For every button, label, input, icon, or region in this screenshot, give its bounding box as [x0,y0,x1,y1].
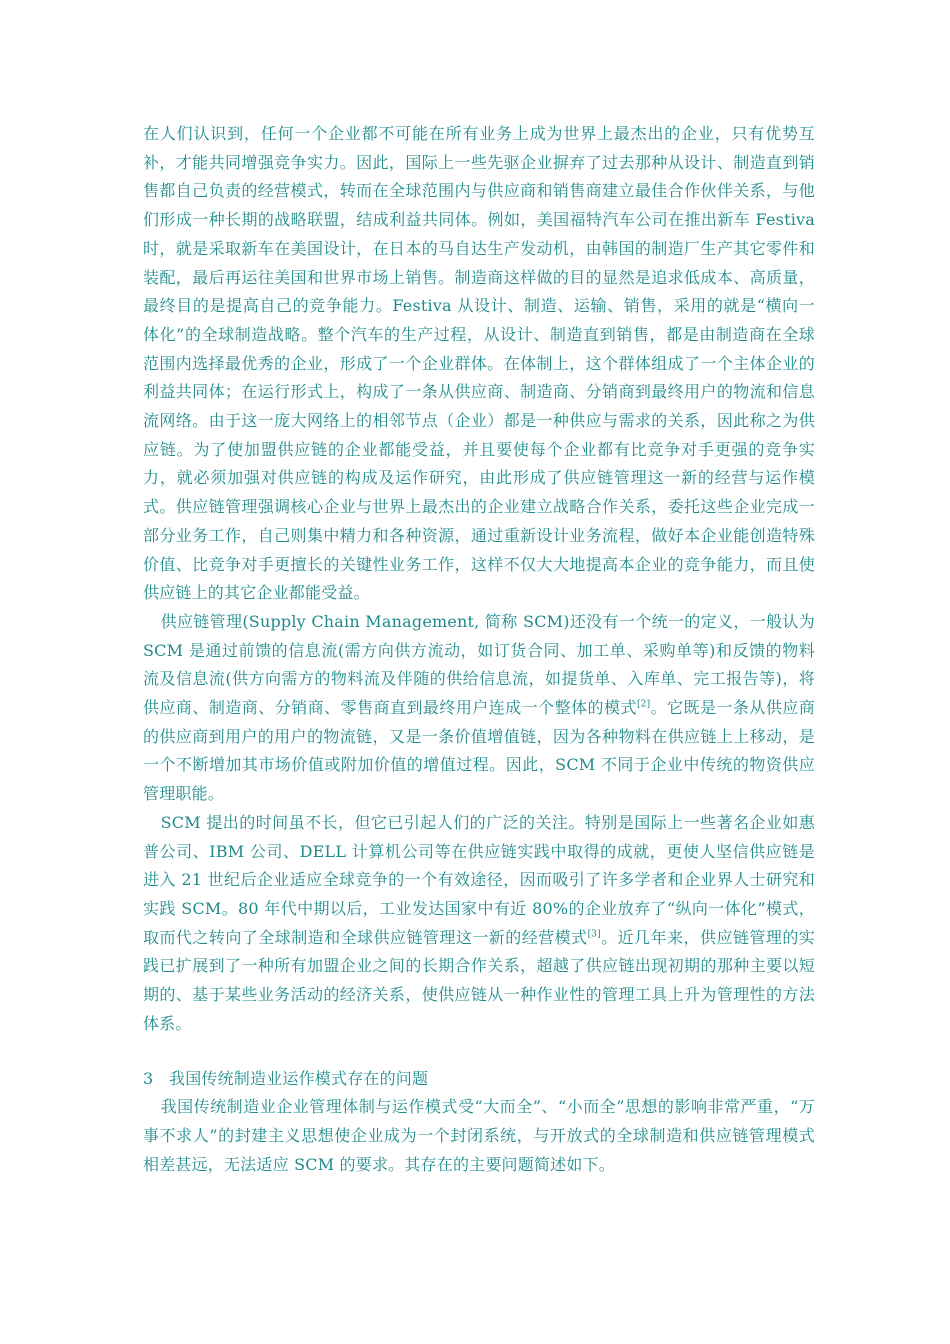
paragraph-text: 。近几年来，供应链管理的实践已扩展到了一种所有加盟企业之间的长期合作关系，超越了供应链出现初期的那种主要以短期的、基于某些业务活动的经济关系，使供应链从一种作业性的管理工具上升为管理性的方法体系。 [143,927,815,1033]
paragraph-3 [143,809,815,1039]
paragraph-text: 在人们认识到，任何一个企业都不可能在所有业务上成为世界上最杰出的企业，只有优势互补，才能共同增强竞争实力。因此，国际上一些先驱企业摒弃了过去那种从设计、制造直到销售都自己负责的经营模式，转而在全球范围内与供应商和销售商建立最佳合作伙伴关系，与他们形成一种长期的战略联盟，结成利益共同体。例如，美国福特汽车公司在推出新车 Festiva 时，就是采取新车在美国设计，在日本的马自达生产发动机，由韩国的制造厂生产其它零件和装配，最后再运往美国和世界市场上销售。制造商这样做的目的显然是追求低成本、高质量，最终目的是提高自己的竞争能力。Festiva 从设计、制造、运输、销售，采用的就是“横向一体化”的全球制造战略。整个汽车的生产过程，从设计、制造直到销售，都是由制造商在全球范围内选择最优秀的企业，形成了一个企业群体。在体制上，这个群体组成了一个主体企业的利益共同体；在运行形式上，构成了一条从供应商、制造商、分销商到最终用户的物流和信息流网络。由于这一庞大网络上的相邻节点（企业）都是一种供应与需求的关系，因此称之为供应链。为了使加盟供应链的企业都能受益，并且要使每个企业都有比竞争对手更强的竞争实力，就必须加强对供应链的构成及运作研究，由此形成了供应链管理这一新的经营与运作模式。供应链管理强调核心企业与世界上最杰出的企业建立战略合作关系，委托这些企业完成一部分业务工作，自己则集中精力和各种资源，通过重新设计业务流程，做好本企业能创造特殊价值、比竞争对手更擅长的关键性业务工作，这样不仅大大地提高本企业的竞争能力，而且使供应链上的其它企业都能受益。 [143,124,815,603]
paragraph-text: SCM 提出的时间虽不长，但它已引起人们的广泛的关注。特别是国际上一些著名企业如惠普公司、IBM 公司、DELL 计算机公司等在供应链实践中取得的成就，更使人坚信供应链是进入 21 世纪后企业适应全球竞争的一个有效途径，因而吸引了许多学者和企业界人士研究和实践 SCM。80 年代中期以后，工业发达国家中有近 80%的企业放弃了“纵向一体化”模式，取而代之转向了全球制造和全球供应链管理这一新的经营模式 [143,812,815,947]
body-paragraphs [143,120,815,1039]
document-page [143,120,815,1179]
paragraph-2 [143,608,815,809]
paragraph-text: 。它既是一条从供应商的供应商到用户的用户的物流链，又是一条价值增值链，因为各种物料在供应链上上移动，是一个不断增加其市场价值或附加价值的增值过程。因此，SCM 不同于企业中传统的物资供应管理职能。 [143,698,815,804]
section-heading [143,1065,815,1094]
section-number: 3 [143,1068,154,1088]
paragraph-text: 供应链管理(Supply Chain Management, 简称 SCM)还没有一个统一的定义，一般认为 SCM 是通过前馈的信息流(需方向供方流动，如订货合同、加工单、采购单等)和反馈的物料流及信息流(供方向需方的物料流及伴随的供给信息流，如提货单、入库单、完工报告等)，将供应商、制造商、分销商、零售商直到最终用户连成一个整体的模式 [143,611,815,718]
citation-ref: [2] [636,699,651,710]
section-title: 我国传统制造业运作模式存在的问题 [169,1068,429,1088]
citation-ref: [3] [587,929,601,940]
paragraph-1 [143,120,815,608]
section-paragraph: 我国传统制造业企业管理体制与运作模式受“大而全”、“小而全”思想的影响非常严重，“万事不求人”的封建主义思想使企业成为一个封闭系统，与开放式的全球制造和供应链管理模式相差甚远，无法适应 SCM 的要求。其存在的主要问题简述如下。 [143,1097,815,1174]
